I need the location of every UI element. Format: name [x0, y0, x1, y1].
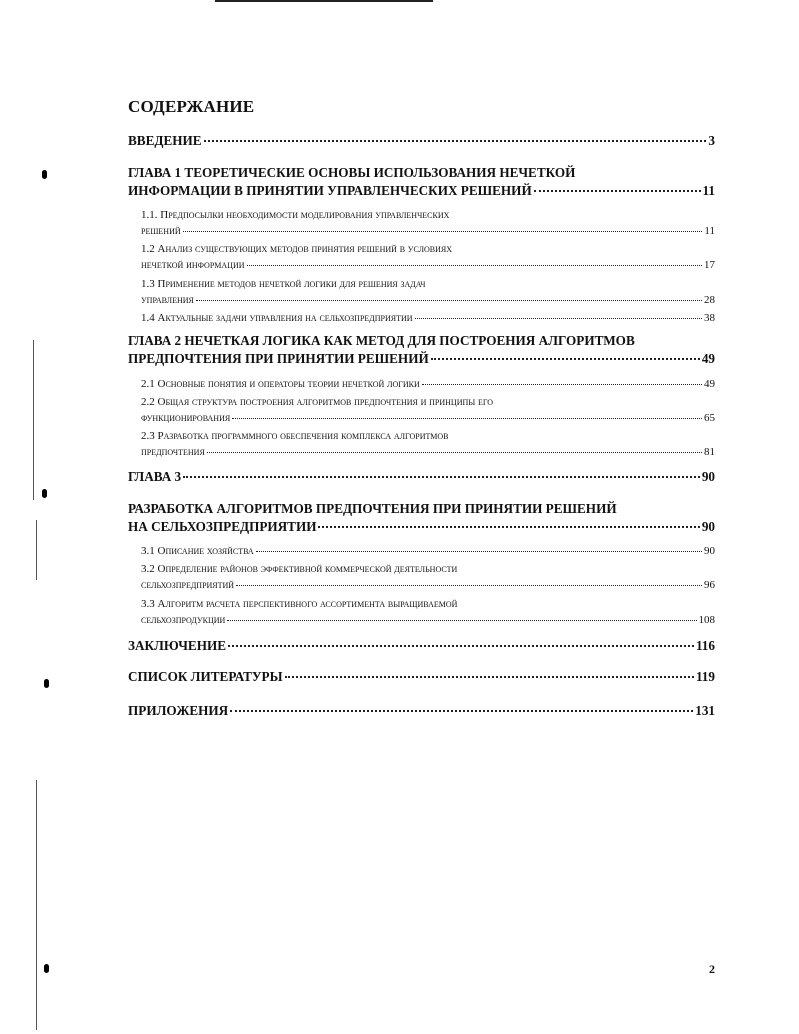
dot-leader — [204, 139, 707, 142]
toc-entry-line — [141, 612, 715, 628]
dot-leader — [196, 299, 702, 301]
dot-leader — [207, 451, 702, 453]
toc-entry-line — [141, 376, 715, 392]
toc-entry-line — [128, 350, 715, 368]
toc-page-number: 17 — [704, 259, 715, 271]
toc-chapter-entry — [128, 468, 715, 486]
toc-page-number: 96 — [704, 579, 715, 591]
toc-entry-text: ВВЕДЕНИЕ — [128, 133, 202, 148]
toc-entry-text: 2.1 Основные понятия и операторы теории нечеткой логики — [141, 378, 420, 390]
dot-leader — [228, 644, 694, 647]
toc-section-entry — [141, 376, 715, 392]
scan-artifact-top — [215, 0, 433, 2]
toc-page-number: 65 — [704, 412, 715, 424]
toc-entry-text: ГЛАВА 2 НЕЧЕТКАЯ ЛОГИКА КАК МЕТОД ДЛЯ ПОСТРОЕНИЯ АЛГОРИТМОВ — [128, 333, 635, 348]
toc-chapter-entry — [128, 132, 715, 150]
toc-entry-line — [128, 518, 715, 536]
toc-entry-text: управления — [141, 294, 194, 306]
toc-entry-text: 1.3 Применение методов нечеткой логики для решения задач — [141, 278, 426, 290]
scan-edge-line — [36, 520, 37, 580]
toc-entry-text: ИНФОРМАЦИИ В ПРИНЯТИИ УПРАВЛЕНЧЕСКИХ РЕШЕНИЙ — [128, 183, 532, 198]
toc-page-number: 90 — [704, 545, 715, 557]
toc-section-entry — [141, 428, 715, 460]
toc-entry-line — [141, 543, 715, 559]
toc-section-entry — [141, 310, 715, 326]
toc-page-number: 11 — [704, 225, 715, 237]
dot-leader — [415, 317, 702, 319]
toc-entry-line — [128, 132, 715, 150]
punch-hole-mark — [42, 170, 47, 179]
toc-entry-line — [128, 468, 715, 486]
toc-entry-line — [141, 577, 715, 593]
toc-page-number: 90 — [701, 519, 715, 534]
toc-entry-text: ГЛАВА 1 ТЕОРЕТИЧЕСКИЕ ОСНОВЫ ИСПОЛЬЗОВАНИЯ НЕЧЕТКОЙ — [128, 165, 576, 180]
toc-entry-text: решений — [141, 225, 181, 237]
punch-hole-mark — [44, 679, 49, 688]
toc-entry-line — [141, 410, 715, 426]
dot-leader — [318, 525, 699, 528]
toc-page-number: 131 — [695, 703, 715, 718]
toc-section-entry — [141, 596, 715, 628]
toc-entry-text: нечеткой информации — [141, 259, 245, 271]
toc-section-entry — [141, 394, 715, 426]
scan-edge-line — [33, 340, 34, 500]
toc-page-number: 108 — [698, 614, 715, 626]
toc-entry-text: 1.4 Актуальные задачи управления на сельхозпредприятии — [141, 312, 413, 324]
toc-entry-line — [141, 292, 715, 308]
toc-page-number: 116 — [695, 638, 715, 653]
toc-entry-line — [128, 637, 715, 655]
toc-chapter-entry — [128, 702, 715, 720]
dot-leader — [232, 417, 702, 419]
toc-entry-text: 2.2 Общая структура построения алгоритмов предпочтения и принципы его — [141, 396, 494, 408]
toc-entry-text: функционирования — [141, 412, 231, 424]
toc-entry-text: ПРИЛОЖЕНИЯ — [128, 703, 229, 718]
toc-page-number: 119 — [695, 669, 715, 684]
toc-entry-text: НА СЕЛЬХОЗПРЕДПРИЯТИИ — [128, 519, 317, 534]
toc-entry-text: 3.1 Описание хозяйства — [141, 545, 254, 557]
toc-entry-line — [128, 182, 715, 200]
toc-entry-line — [141, 223, 715, 239]
toc-entry-text: сельхозпредприятий — [141, 579, 235, 591]
toc-entry-line — [141, 310, 715, 326]
toc-entry-line — [141, 444, 715, 460]
toc-entry-text: ЗАКЛЮЧЕНИЕ — [128, 638, 227, 653]
dot-leader — [236, 584, 702, 586]
scan-edge-line — [36, 780, 37, 1030]
dot-leader — [431, 357, 700, 360]
toc-entry-text: 3.2 Определение районов эффективной коммерческой деятельности — [141, 563, 458, 575]
toc-entry-text: сельхозпродукции — [141, 614, 226, 626]
toc-page-number: 90 — [701, 469, 715, 484]
toc-entry-text: 2.3 Разработка программного обеспечения комплекса алгоритмов — [141, 430, 449, 442]
toc-section-entry — [141, 241, 715, 273]
dot-leader — [183, 230, 703, 232]
toc-section-entry — [141, 561, 715, 593]
toc-entry-text: РАЗРАБОТКА АЛГОРИТМОВ ПРЕДПОЧТЕНИЯ ПРИ ПРИНЯТИИ РЕШЕНИЙ — [128, 501, 617, 516]
toc-page-number: 3 — [708, 133, 715, 148]
toc-page-number: 11 — [702, 183, 715, 198]
toc-chapter-entry — [128, 637, 715, 655]
page-number: 2 — [709, 962, 715, 976]
toc-entry-text: СПИСОК ЛИТЕРАТУРЫ — [128, 669, 283, 684]
toc-section-entry — [141, 276, 715, 308]
dot-leader — [256, 550, 702, 552]
toc-entry-line — [141, 257, 715, 273]
toc-entry-text: предпочтения — [141, 446, 205, 458]
toc-chapter-entry — [128, 164, 715, 200]
toc-page-number: 28 — [704, 294, 715, 306]
punch-hole-mark — [44, 964, 49, 973]
toc-entry-text: 1.1. Предпосылки необходимости моделирования управленческих — [141, 209, 450, 221]
toc-entry-text: ГЛАВА 3 — [128, 469, 182, 484]
toc-entry-line — [128, 702, 715, 720]
dot-leader — [422, 383, 702, 385]
dot-leader — [247, 264, 703, 266]
dot-leader — [183, 475, 700, 478]
toc-page-number: 49 — [704, 378, 715, 390]
dot-leader — [227, 619, 696, 621]
toc-chapter-entry — [128, 500, 715, 536]
toc-chapter-entry — [128, 668, 715, 686]
punch-hole-mark — [42, 489, 47, 498]
toc-section-entry — [141, 207, 715, 239]
toc-entry-line — [128, 668, 715, 686]
toc-entry-text: 1.2 Анализ существующих методов принятия решений в условиях — [141, 243, 453, 255]
toc-page-number: 81 — [704, 446, 715, 458]
dot-leader — [285, 675, 694, 678]
toc-chapter-entry — [128, 332, 715, 368]
dot-leader — [230, 709, 693, 712]
toc-entry-text: ПРЕДПОЧТЕНИЯ ПРИ ПРИНЯТИИ РЕШЕНИЙ — [128, 351, 429, 366]
toc-entry-text: 3.3 Алгоритм расчета перспективного ассортимента выращиваемой — [141, 598, 458, 610]
toc-page-number: 49 — [701, 351, 715, 366]
page-title: СОДЕРЖАНИЕ — [128, 97, 255, 116]
dot-leader — [534, 189, 701, 192]
toc-page-number: 38 — [704, 312, 715, 324]
toc-section-entry — [141, 543, 715, 559]
